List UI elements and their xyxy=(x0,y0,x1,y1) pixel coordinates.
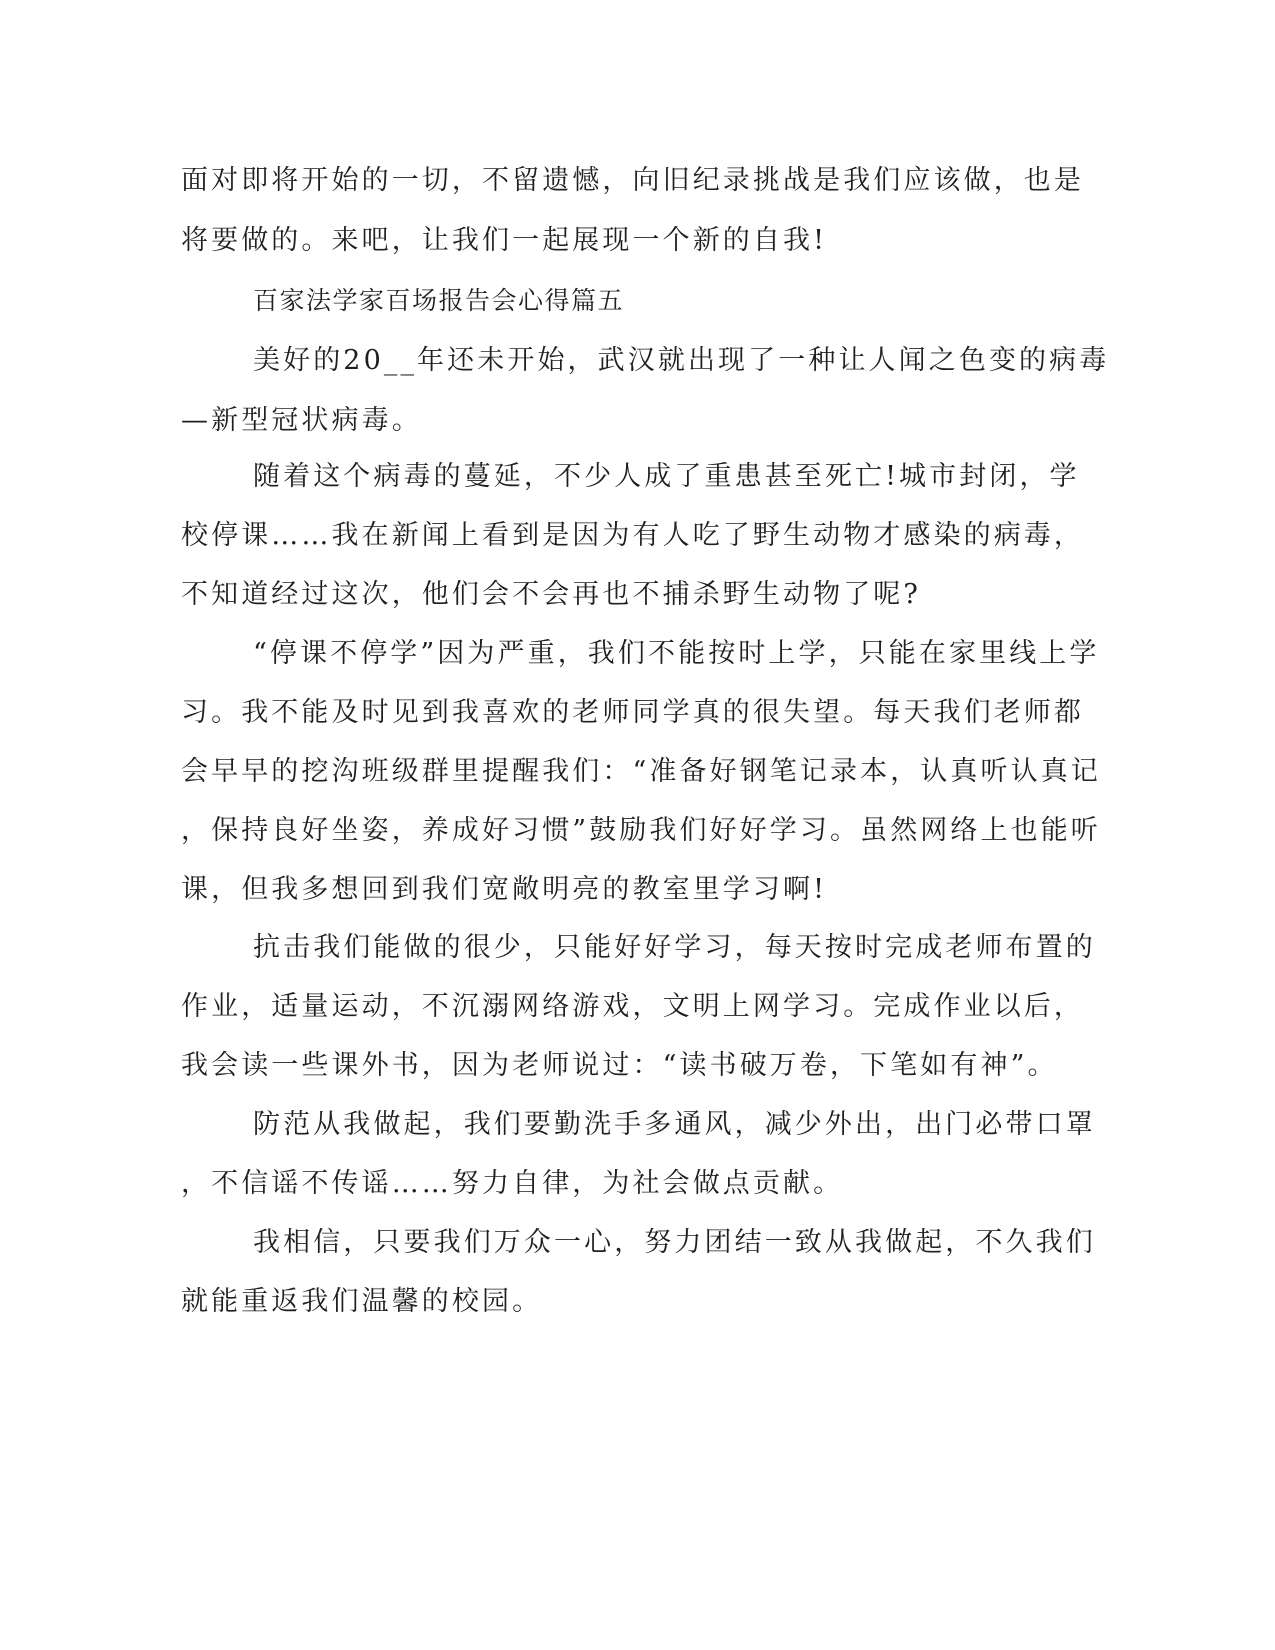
text-line: ，保持良好坐姿，养成好习惯”鼓励我们好好学习。虽然网络上也能听 xyxy=(181,815,1101,846)
text-line: 抗击我们能做的很少，只能好好学习，每天按时完成老师布置的 xyxy=(253,932,1096,963)
text-line: ，不信谣不传谣……努力自律，为社会做点贡献。 xyxy=(181,1168,844,1199)
text-line: 就能重返我们温馨的校园。 xyxy=(181,1286,543,1317)
text-line: —新型冠状病毒。 xyxy=(181,405,422,436)
text-line: 我会读一些课外书，因为老师说过：“读书破万卷，下笔如有神”。 xyxy=(181,1050,1058,1081)
text-line: 美好的20__年还未开始，武汉就出现了一种让人闻之色变的病毒 xyxy=(253,345,1110,376)
section-heading: 百家法学家百场报告会心得篇五 xyxy=(253,286,625,315)
text-line: 校停课……我在新闻上看到是因为有人吃了野生动物才感染的病毒， xyxy=(181,520,1084,551)
text-line: 课，但我多想回到我们宽敞明亮的教室里学习啊! xyxy=(181,874,828,905)
text-line: 会早早的挖沟班级群里提醒我们：“准备好钢笔记录本，认真听认真记 xyxy=(181,756,1101,787)
text-line: 作业，适量运动，不沉溺网络游戏，文明上网学习。完成作业以后， xyxy=(181,991,1084,1022)
text-line: 将要做的。来吧，让我们一起展现一个新的自我! xyxy=(181,225,828,256)
text-line: 我相信，只要我们万众一心，努力团结一致从我做起，不久我们 xyxy=(253,1227,1096,1258)
text-line: 习。我不能及时见到我喜欢的老师同学真的很失望。每天我们老师都 xyxy=(181,697,1084,728)
text-line: “停课不停学”因为严重，我们不能按时上学，只能在家里线上学 xyxy=(253,638,1100,669)
text-line: 随着这个病毒的蔓延，不少人成了重患甚至死亡!城市封闭，学 xyxy=(253,461,1080,492)
text-line: 不知道经过这次，他们会不会再也不捕杀野生动物了呢? xyxy=(181,579,921,610)
text-line: 防范从我做起，我们要勤洗手多通风，减少外出，出门必带口罩 xyxy=(253,1109,1096,1140)
text-line: 面对即将开始的一切，不留遗憾，向旧纪录挑战是我们应该做，也是 xyxy=(181,165,1084,196)
